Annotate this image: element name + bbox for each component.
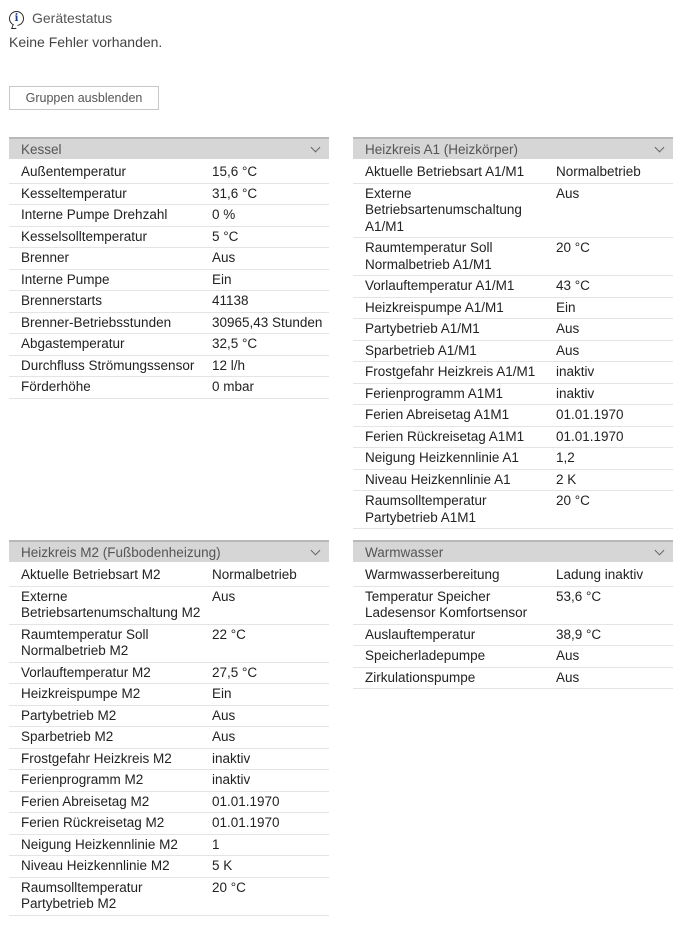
row-label: Raumsolltemperatur Partybetrieb A1M1 bbox=[365, 493, 487, 525]
row-label: Sparbetrieb A1/M1 bbox=[365, 342, 477, 358]
row-value: Ladung inaktiv bbox=[556, 567, 644, 582]
table-row bbox=[9, 270, 329, 292]
row-value: 01.01.1970 bbox=[556, 407, 624, 422]
table-row bbox=[9, 727, 329, 749]
table-row bbox=[9, 770, 329, 792]
row-label: Niveau Heizkennlinie M2 bbox=[21, 858, 170, 873]
table-row bbox=[9, 184, 329, 206]
table-row bbox=[9, 813, 329, 835]
row-label: Brennerstarts bbox=[21, 293, 103, 308]
row-value: Normalbetrieb bbox=[556, 164, 641, 179]
row-label: Zirkulationspumpe bbox=[365, 669, 476, 685]
table-row bbox=[9, 377, 329, 399]
row-value: 2 K bbox=[556, 471, 577, 487]
row-value: 20 °C bbox=[212, 879, 246, 895]
row-value: Aus bbox=[556, 321, 580, 336]
row-label: Kesselsolltemperatur bbox=[21, 228, 148, 244]
chevron-down-icon[interactable] bbox=[655, 142, 665, 152]
row-value: 27,5 °C bbox=[212, 664, 258, 680]
row-label: Frostgefahr Heizkreis M2 bbox=[21, 750, 172, 766]
row-label: Kesseltemperatur bbox=[21, 185, 127, 201]
table-row bbox=[353, 384, 673, 406]
panel-title: Warmwasser bbox=[365, 544, 444, 560]
row-value: Ein bbox=[556, 299, 576, 315]
chevron-down-icon[interactable] bbox=[311, 142, 321, 152]
table-row bbox=[9, 684, 329, 706]
table-row bbox=[353, 448, 673, 470]
panel-header[interactable] bbox=[9, 540, 329, 562]
row-value: 41138 bbox=[212, 293, 249, 308]
row-value: Aus bbox=[212, 707, 236, 723]
row-value: 20 °C bbox=[556, 493, 590, 508]
row-value: 20 °C bbox=[556, 240, 590, 255]
row-label: Neigung Heizkennlinie M2 bbox=[21, 836, 178, 852]
row-label: Vorlauftemperatur M2 bbox=[21, 664, 151, 680]
row-label: Ferienprogramm M2 bbox=[21, 772, 144, 787]
panel-title: Heizkreis A1 (Heizkörper) bbox=[365, 141, 519, 157]
row-value: 1 bbox=[212, 836, 220, 852]
row-value: inaktiv bbox=[212, 750, 251, 766]
row-value: Aus bbox=[212, 729, 236, 744]
row-label: Externe Betriebsartenumschaltung A1/M1 bbox=[365, 185, 522, 234]
row-value: 01.01.1970 bbox=[556, 428, 624, 444]
table-row bbox=[9, 248, 329, 270]
row-value: Normalbetrieb bbox=[212, 567, 297, 582]
chevron-down-icon[interactable] bbox=[655, 545, 665, 555]
row-value: 0 mbar bbox=[212, 379, 255, 394]
row-value: Aus bbox=[556, 669, 580, 685]
hide-groups-button[interactable]: Gruppen ausblenden bbox=[9, 86, 159, 110]
table-row bbox=[9, 856, 329, 878]
row-label: Auslauftemperatur bbox=[365, 626, 476, 642]
row-value: 01.01.1970 bbox=[212, 815, 280, 830]
device-status-title: Gerätestatus bbox=[32, 10, 113, 26]
row-value: 1,2 bbox=[556, 450, 575, 465]
panel-header[interactable] bbox=[353, 137, 673, 159]
row-label: Aktuelle Betriebsart A1/M1 bbox=[365, 164, 525, 179]
panel-heizkreis-m2 bbox=[9, 540, 329, 916]
row-value: 22 °C bbox=[212, 626, 246, 642]
row-label: Speicherladepumpe bbox=[365, 648, 486, 663]
device-status-message: Keine Fehler vorhanden. bbox=[9, 34, 163, 50]
chevron-down-icon[interactable] bbox=[311, 545, 321, 555]
device-status-header bbox=[9, 9, 112, 27]
table-row bbox=[353, 668, 673, 690]
table-row bbox=[353, 646, 673, 668]
row-value: 0 % bbox=[212, 207, 236, 222]
row-value: 12 l/h bbox=[212, 357, 246, 373]
row-label: Interne Pumpe bbox=[21, 271, 110, 287]
table-row bbox=[353, 470, 673, 492]
row-label: Raumtemperatur Soll Normalbetrieb A1/M1 bbox=[365, 240, 493, 272]
table-row bbox=[353, 162, 673, 184]
table-row bbox=[9, 749, 329, 771]
row-label: Niveau Heizkennlinie A1 bbox=[365, 471, 511, 487]
row-value: Aus bbox=[556, 648, 580, 663]
row-label: Neigung Heizkennlinie A1 bbox=[365, 450, 519, 465]
table-row bbox=[9, 205, 329, 227]
row-value: Aus bbox=[212, 588, 236, 604]
table-row bbox=[353, 405, 673, 427]
table-row bbox=[9, 587, 329, 625]
row-label: Ferien Abreisetag A1M1 bbox=[365, 407, 510, 422]
row-value: inaktiv bbox=[556, 385, 595, 401]
row-label: Ferienprogramm A1M1 bbox=[365, 385, 504, 401]
panel-kessel bbox=[9, 137, 329, 399]
row-value: 5 °C bbox=[212, 228, 239, 244]
row-label: Interne Pumpe Drehzahl bbox=[21, 207, 168, 222]
row-label: Externe Betriebsartenumschaltung M2 bbox=[21, 588, 201, 620]
table-row bbox=[9, 162, 329, 184]
row-label: Abgastemperatur bbox=[21, 336, 125, 351]
row-label: Frostgefahr Heizkreis A1/M1 bbox=[365, 364, 536, 379]
row-value: inaktiv bbox=[556, 364, 595, 379]
row-value: 30965,43 Stunden bbox=[212, 314, 323, 330]
row-label: Vorlauftemperatur A1/M1 bbox=[365, 278, 515, 293]
row-label: Raumsolltemperatur Partybetrieb M2 bbox=[21, 879, 143, 911]
panel-header[interactable] bbox=[9, 137, 329, 159]
table-row bbox=[353, 362, 673, 384]
table-row bbox=[353, 276, 673, 298]
table-row bbox=[9, 291, 329, 313]
table-row bbox=[353, 238, 673, 276]
row-label: Ferien Abreisetag M2 bbox=[21, 793, 150, 809]
table-row bbox=[9, 792, 329, 814]
row-value: 31,6 °C bbox=[212, 185, 258, 201]
row-label: Partybetrieb A1/M1 bbox=[365, 321, 480, 336]
row-value: Aus bbox=[556, 185, 580, 201]
table-row bbox=[9, 356, 329, 378]
row-value: Ein bbox=[212, 271, 232, 287]
row-label: Heizkreispumpe A1/M1 bbox=[365, 299, 504, 315]
table-row bbox=[9, 565, 329, 587]
row-value: Aus bbox=[556, 342, 580, 358]
row-label: Aktuelle Betriebsart M2 bbox=[21, 567, 161, 582]
table-row bbox=[353, 298, 673, 320]
table-row bbox=[353, 427, 673, 449]
table-row bbox=[353, 319, 673, 341]
row-value: 32,5 °C bbox=[212, 336, 258, 351]
row-label: Sparbetrieb M2 bbox=[21, 729, 114, 744]
table-row bbox=[9, 313, 329, 335]
row-label: Ferien Rückreisetag M2 bbox=[21, 815, 165, 830]
row-value: Ein bbox=[212, 686, 232, 701]
row-label: Warmwasserbereitung bbox=[365, 567, 500, 582]
table-row bbox=[353, 565, 673, 587]
row-label: Temperatur Speicher Ladesensor Komfortsensor bbox=[365, 588, 528, 620]
panel-title: Heizkreis M2 (Fußbodenheizung) bbox=[21, 544, 221, 560]
info-icon: i bbox=[9, 11, 24, 26]
row-value: 53,6 °C bbox=[556, 588, 602, 604]
table-row bbox=[9, 878, 329, 916]
row-value: 01.01.1970 bbox=[212, 793, 280, 809]
table-row bbox=[353, 184, 673, 239]
row-label: Brenner bbox=[21, 250, 70, 265]
table-row bbox=[9, 334, 329, 356]
table-row bbox=[9, 835, 329, 857]
table-row bbox=[353, 341, 673, 363]
table-row bbox=[353, 587, 673, 625]
row-label: Förderhöhe bbox=[21, 379, 91, 394]
row-label: Durchfluss Strömungssensor bbox=[21, 357, 195, 373]
row-label: Außentemperatur bbox=[21, 164, 127, 179]
row-value: Aus bbox=[212, 250, 236, 265]
row-label: Raumtemperatur Soll Normalbetrieb M2 bbox=[21, 626, 149, 658]
table-row bbox=[9, 625, 329, 663]
panel-header[interactable] bbox=[353, 540, 673, 562]
row-label: Partybetrieb M2 bbox=[21, 707, 117, 723]
row-label: Heizkreispumpe M2 bbox=[21, 686, 141, 701]
table-row bbox=[9, 706, 329, 728]
table-row bbox=[353, 625, 673, 647]
panel-heizkreis-a1 bbox=[353, 137, 673, 529]
panel-title: Kessel bbox=[21, 141, 62, 157]
panel-warmwasser bbox=[353, 540, 673, 689]
row-value: 15,6 °C bbox=[212, 164, 258, 179]
row-value: inaktiv bbox=[212, 772, 251, 787]
row-value: 38,9 °C bbox=[556, 626, 602, 642]
row-value: 43 °C bbox=[556, 278, 590, 293]
row-label: Brenner-Betriebsstunden bbox=[21, 314, 172, 330]
row-label: Ferien Rückreisetag A1M1 bbox=[365, 428, 525, 444]
table-row bbox=[9, 227, 329, 249]
table-row bbox=[353, 491, 673, 529]
table-row bbox=[9, 663, 329, 685]
row-value: 5 K bbox=[212, 858, 233, 873]
